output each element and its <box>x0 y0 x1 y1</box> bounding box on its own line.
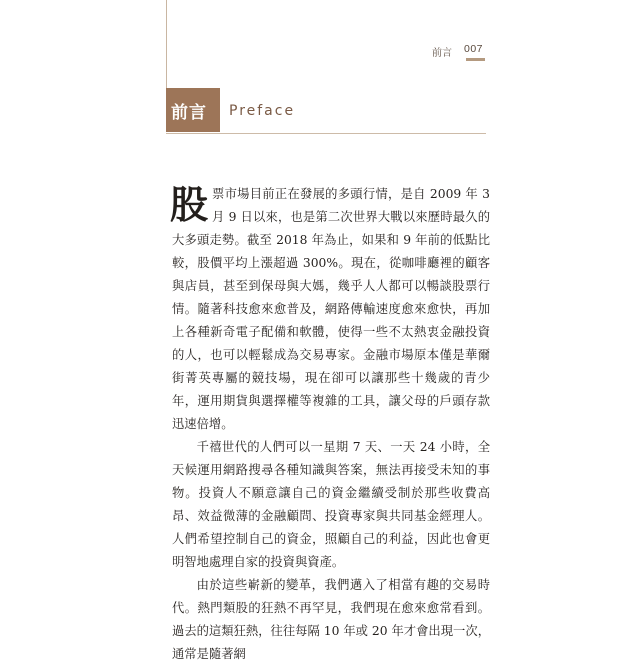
paragraph-1-text: 票市場目前正在發展的多頭行情，是自 2009 年 3 月 9 日以來，也是第二次世界大戰以來歷時最久的大多頭走勢。截至 2018 年為止，如果和 9 年前的低點比較，股價平均上漲超過 300%。現在，從咖啡廳裡的顧客與店員，甚至到保母與大媽，幾乎人人都可以暢談股票行情。隨著科技愈來愈普及，網路傳輸速度愈來愈快，再加上各種新奇電子配備和軟體，使得一些不太熱衷金融投資的人，也可以輕鬆成為交易專家。金融市場原本僅是華爾街菁英專屬的競技場，現在卻可以讓那些十幾歲的青少年，運用期貨與選擇權等複雜的工具，讓父母的戶頭存款迅速倍增。 <box>172 187 490 431</box>
vertical-rule <box>166 0 167 88</box>
page-number: 007 <box>464 43 484 55</box>
chapter-title-english: Preface <box>229 103 296 119</box>
folio-underline <box>466 58 485 61</box>
title-underline <box>166 133 486 134</box>
paragraph-1 <box>172 183 490 436</box>
drop-cap: 股 <box>170 182 209 227</box>
running-head: 前言 <box>432 48 452 59</box>
chapter-title: 前言 <box>171 103 207 123</box>
paragraph-2: 千禧世代的人們可以一星期 7 天、一天 24 小時，全天候運用網路搜尋各種知識與答案，無法再接受未知的事物。投資人不願意讓自己的資金繼續受制於那些收費高昂、效益微薄的金融顧問、投資專家與共同基金經理人。人們希望控制自己的資金，照顧自己的利益，因此也會更明智地處理自家的投資與資產。 <box>172 440 490 569</box>
paragraph-3: 由於這些嶄新的變革，我們邁入了相當有趣的交易時代。熱門類股的狂熱不再罕見，我們現在愈來愈常看到。過去的這類狂熱，往往每隔 10 年或 20 年才會出現一次，通常是隨著網 <box>172 578 490 661</box>
body-text <box>172 183 490 666</box>
